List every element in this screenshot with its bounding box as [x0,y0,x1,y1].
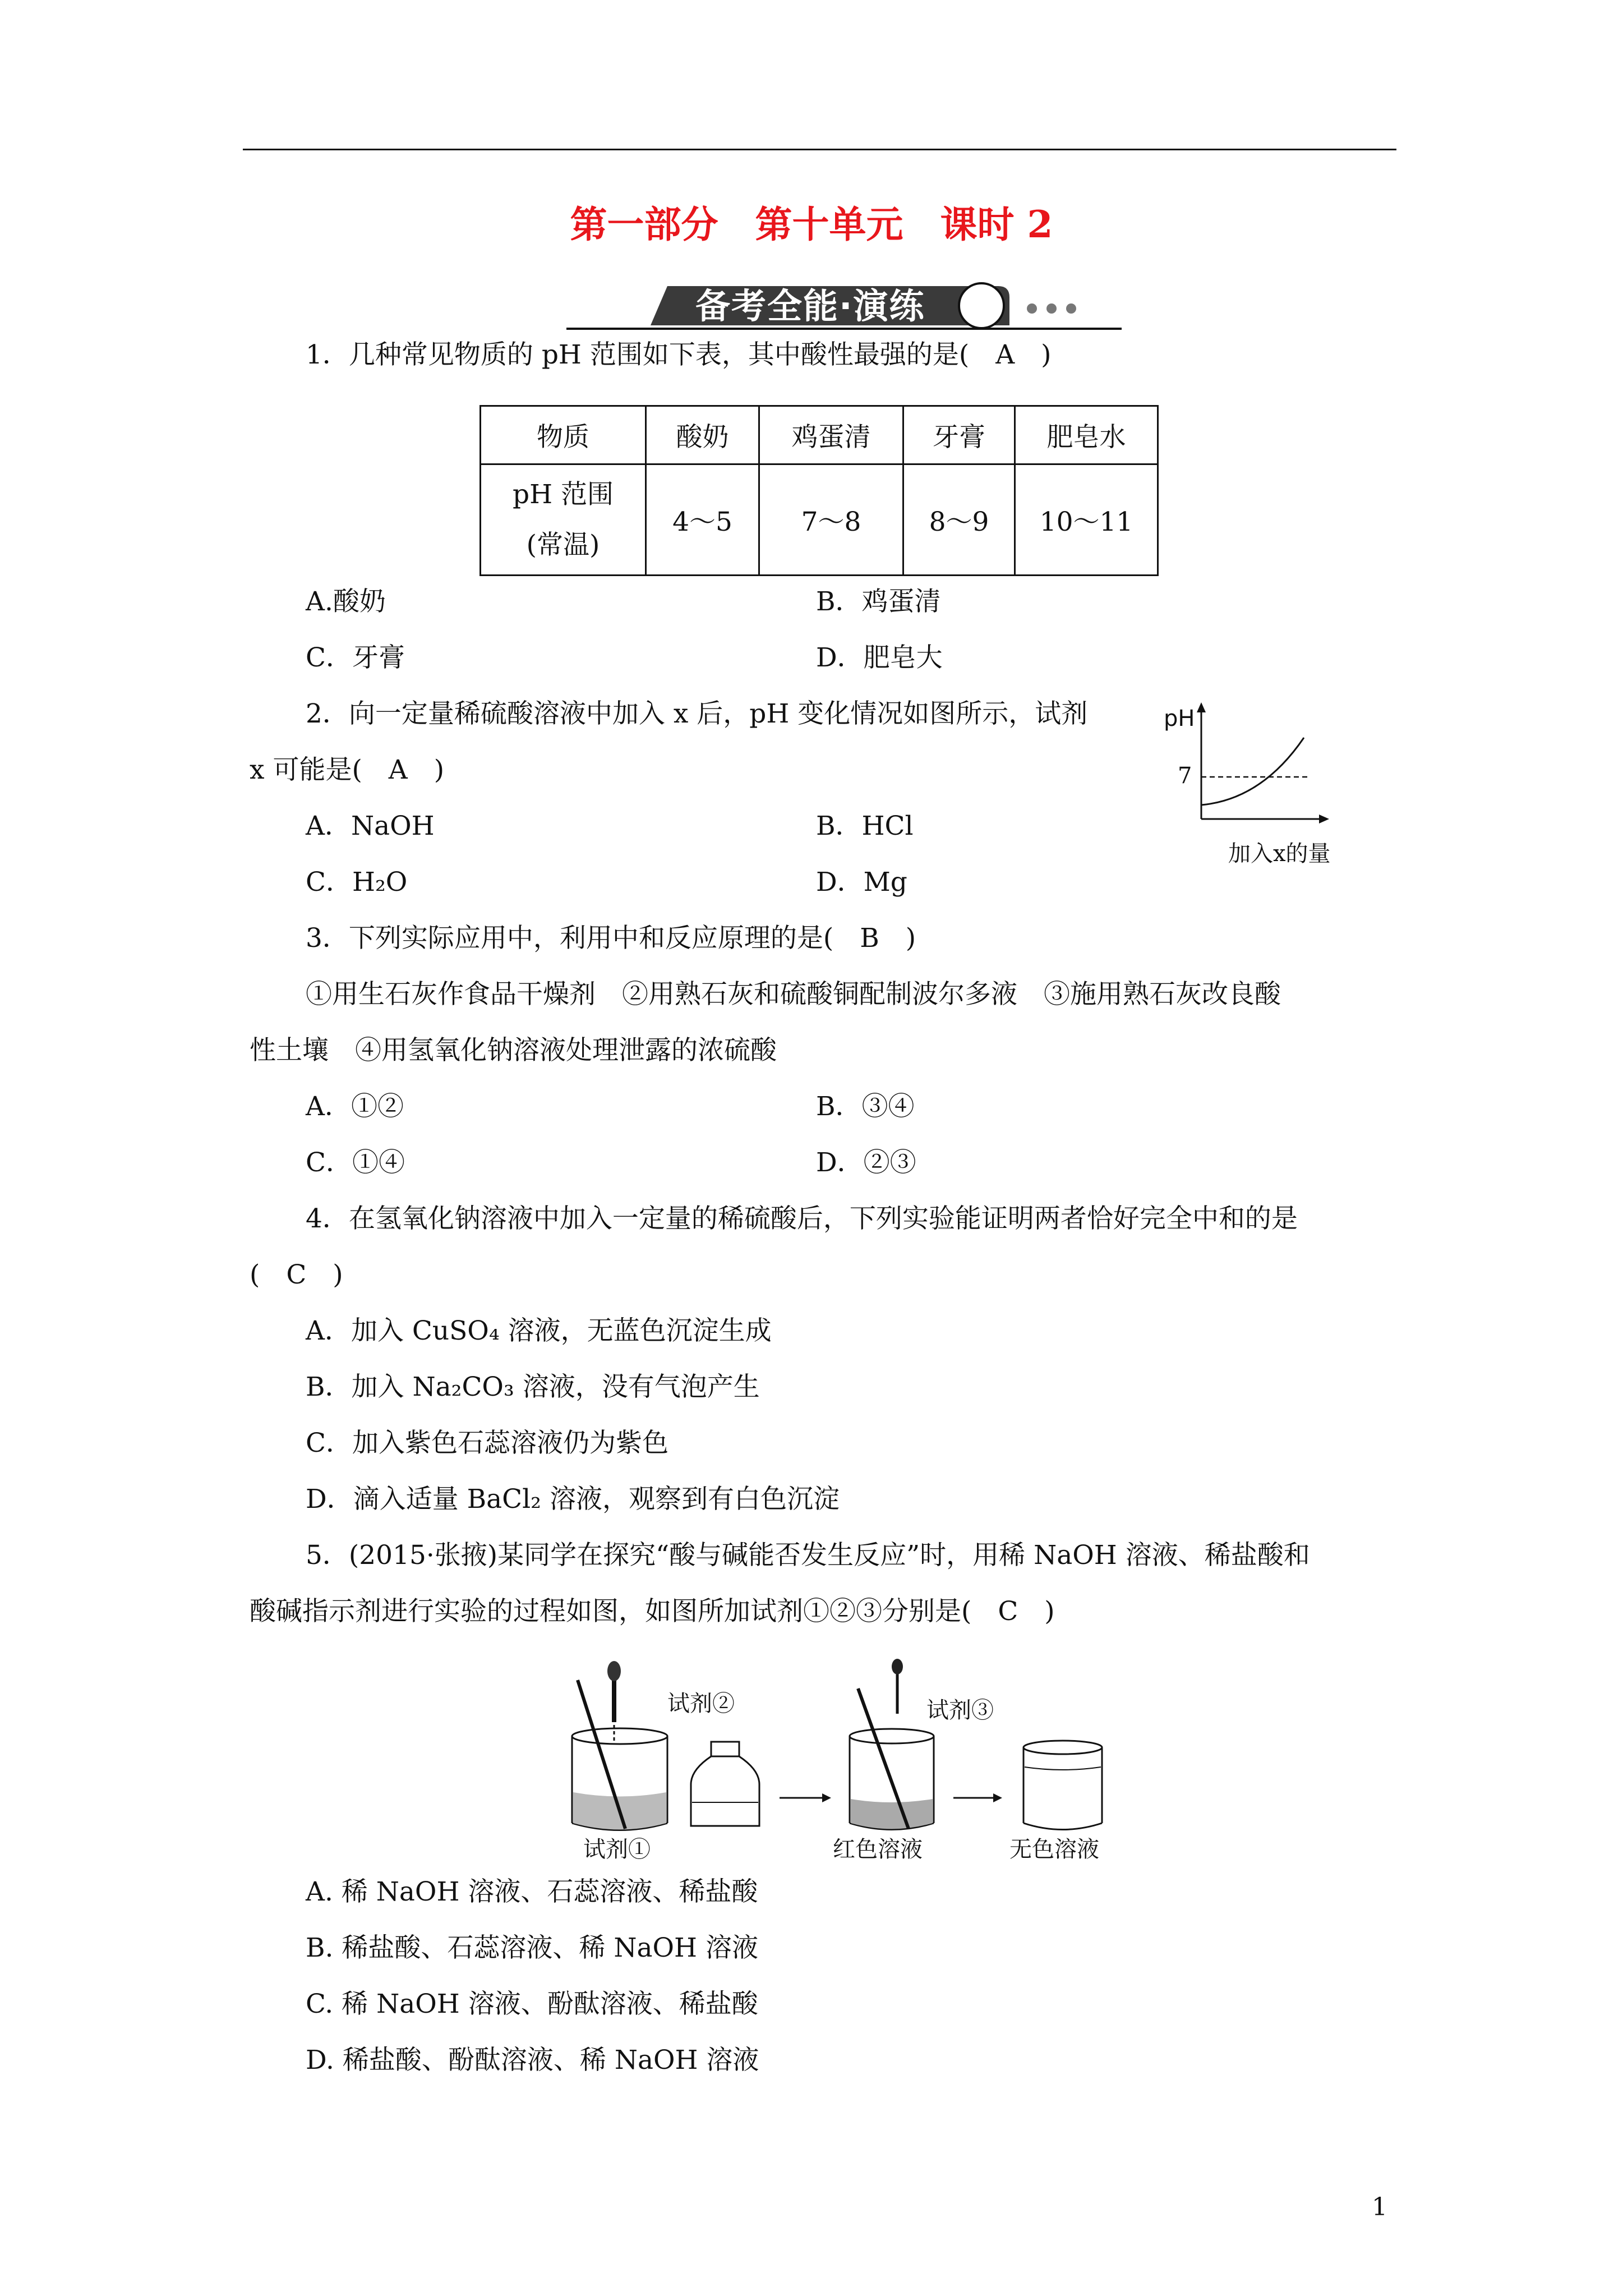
beaker-1 [572,1661,667,1830]
banner-text: 备考全能·演练 [695,286,925,326]
q4-option-b: B．加入 Na₂CO₃ 溶液，没有气泡产生 [306,1372,760,1402]
graph-y-label: pH [1164,706,1195,731]
q4-stem-line1: 4．在氢氧化钠溶液中加入一定量的稀硫酸后，下列实验能证明两者恰好完全中和的是 [306,1203,1298,1234]
q3-statements-line1: ①用生石灰作食品干燥剂 ②用熟石灰和硫酸铜配制波尔多液 ③施用熟石灰改良酸 [306,979,1281,1010]
table-header-cell: 物质 [481,406,646,464]
header-rule [243,149,1396,150]
graph-y-value: 7 [1178,763,1192,789]
q5-option-b: B. 稀盐酸、石蕊溶液、稀 NaOH 溶液 [306,1932,758,1963]
reagent-2-label: 试剂② [667,1691,735,1717]
q2-option-d: D．Mg [816,867,907,898]
row-label-line: (常温) [526,529,600,560]
q5-option-a: A. 稀 NaOH 溶液、石蕊溶液、稀盐酸 [306,1876,758,1907]
red-solution-label: 红色溶液 [833,1837,923,1862]
table-cell: 8～9 [903,464,1015,576]
reagent-bottle [691,1742,759,1826]
q1-option-c: C．牙膏 [306,642,405,673]
q5-stem-line1: 5．(2015·张掖)某同学在探究“酸与碱能否发生反应”时，用稀 NaOH 溶液、稀盐酸和 [306,1540,1310,1571]
q5-option-c: C. 稀 NaOH 溶液、酚酞溶液、稀盐酸 [306,1989,758,2019]
q2-option-b: B．HCl [816,811,914,841]
q1-option-a: A.酸奶 [306,586,386,617]
section-banner [566,280,1122,331]
ph-table [479,405,1159,576]
q3-option-b: B．③④ [816,1091,915,1122]
ph-graph [1155,701,1368,875]
table-header-cell: 鸡蛋清 [759,406,903,464]
q3-statements-line2: 性土壤 ④用氢氧化钠溶液处理泄露的浓硫酸 [250,1035,777,1066]
beaker-2 [850,1659,934,1830]
graph-x-label: 加入x的量 [1228,841,1331,867]
q2-stem-line1: 2．向一定量稀硫酸溶液中加入 x 后，pH 变化情况如图所示，试剂 [306,698,1088,729]
q5-option-d: D. 稀盐酸、酚酞溶液、稀 NaOH 溶液 [306,2045,759,2076]
q4-option-c: C．加入紫色石蕊溶液仍为紫色 [306,1428,668,1458]
q3-option-c: C．①④ [306,1147,405,1178]
reagent-3-label: 试剂③ [926,1697,994,1723]
page-number: 1 [1372,2193,1387,2221]
experiment-figure [561,1658,1133,1860]
beaker-3 [1023,1741,1102,1830]
table-header-cell: 牙膏 [903,406,1015,464]
colorless-solution-label: 无色溶液 [1009,1837,1099,1862]
table-cell: 7～8 [759,464,903,576]
q2-stem-line2: x 可能是( A ) [250,754,445,785]
q4-option-d: D．滴入适量 BaCl₂ 溶液，观察到有白色沉淀 [306,1484,840,1515]
q1-option-b: B．鸡蛋清 [816,586,941,617]
reagent-1-label: 试剂① [583,1837,651,1862]
table-cell: 4～5 [646,464,759,576]
table-header-cell: 酸奶 [646,406,759,464]
q4-option-a: A．加入 CuSO₄ 溶液，无蓝色沉淀生成 [306,1315,772,1346]
q4-stem-line2: ( C ) [250,1259,343,1290]
q3-option-a: A．①② [306,1091,404,1122]
table-cell: 10～11 [1015,464,1158,576]
q3-option-d: D．②③ [816,1147,916,1178]
row-label-line: pH 范围 [512,478,614,510]
table-row-label [481,464,646,576]
q5-stem-line2: 酸碱指示剂进行实验的过程如图，如图所加试剂①②③分别是( C ) [250,1596,1055,1627]
q1-stem: 1．几种常见物质的 pH 范围如下表，其中酸性最强的是( A ) [306,339,1052,370]
q2-option-a: A．NaOH [306,811,435,841]
q1-option-d: D．肥皂大 [816,642,943,673]
experiment-svg [561,1658,1133,1860]
q2-option-c: C．H₂O [306,867,408,898]
table-header-cell: 肥皂水 [1015,406,1158,464]
q3-stem: 3．下列实际应用中，利用中和反应原理的是( B ) [306,923,916,954]
page-title: 第一部分 第十单元 课时 2 [570,203,1053,246]
